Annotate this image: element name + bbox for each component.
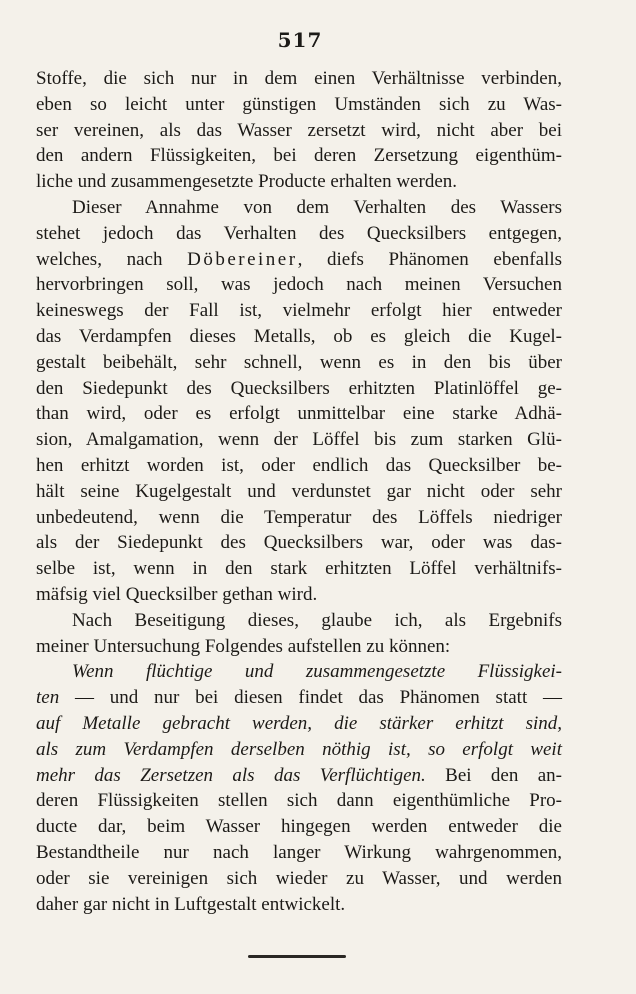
line-text: als der Siedepunkt des Quecksilbers war, oder was das- [36, 532, 562, 554]
line-text: den Siedepunkt des Quecksilbers erhitzten Platinlöffel ge- [36, 377, 562, 399]
line-text: hervorbringen soll, was jedoch nach meinen Versuchen [36, 274, 562, 296]
line-text: meiner Untersuchung Folgendes aufstellen zu können: [36, 635, 451, 657]
line-text: ducte dar, beim Wasser hingegen werden entweder die [36, 816, 562, 838]
line-text: stehet jedoch das Verhalten des Quecksilbers entgegen, [36, 222, 562, 244]
line-text: deren Flüssigkeiten stellen sich dann eigenthümliche Pro- [36, 790, 562, 812]
text-line [36, 324, 562, 350]
text-line [36, 892, 562, 918]
text-line [36, 659, 562, 685]
line-text: than wird, oder es erfolgt unmittelbar eine starke Adhä- [36, 403, 562, 425]
line-text: Stoffe, die sich nur in dem einen Verhältnisse verbinden, [36, 68, 562, 89]
line-text: selbe ist, wenn in den stark erhitzten Löffel verhältnifs- [36, 558, 562, 580]
line-text: ser vereinen, als das Wasser zersetzt wird, nicht aber bei [36, 119, 562, 141]
text-line [36, 118, 562, 144]
text-line [36, 685, 562, 711]
line-text: keineswegs der Fall ist, vielmehr erfolgt hier entweder [36, 300, 562, 322]
line-text: Bei den an- [425, 764, 562, 786]
line-text: daher gar nicht in Luftgestalt entwickelt. [36, 893, 346, 915]
text-line [36, 840, 562, 866]
text-line [36, 401, 562, 427]
line-text: gestalt beibehält, sehr schnell, wenn es in den bis über [36, 351, 562, 373]
line-text: mäfsig viel Quecksilber gethan wird. [36, 583, 318, 605]
text-line [36, 763, 562, 789]
text-line [36, 66, 562, 92]
text-line [36, 92, 562, 118]
text-line [36, 788, 562, 814]
text-line [36, 634, 562, 660]
line-text: , diefs Phänomen ebenfalls [297, 248, 562, 270]
body-text [36, 66, 562, 917]
text-line [36, 298, 562, 324]
text-line [36, 350, 562, 376]
text-line [36, 453, 562, 479]
emphasis-text: als zum Verdampfen derselben nöthig ist, so erfolgt weit [36, 738, 562, 760]
text-line [36, 737, 562, 763]
emphasis-text: mehr das Zersetzen als das Verflüchtigen. [36, 764, 426, 786]
text-line [36, 582, 562, 608]
page-number: 517 [277, 28, 323, 52]
line-text: — und nur bei diesen findet das Phänomen statt — [59, 687, 562, 709]
emphasis-text: Wenn flüchtige und zusammengesetzte Flüssigkei- [72, 661, 562, 683]
text-line [36, 711, 562, 737]
text-line [36, 247, 562, 273]
line-text: Dieser Annahme von dem Verhalten des Wassers [72, 196, 562, 218]
text-line [36, 505, 562, 531]
text-line [36, 221, 562, 247]
text-line [36, 272, 562, 298]
text-line [36, 608, 562, 634]
text-line [36, 479, 562, 505]
line-text: welches, nach [36, 248, 188, 270]
text-line [36, 530, 562, 556]
line-text: den andern Flüssigkeiten, bei deren Zersetzung eigenthüm- [36, 145, 562, 167]
text-line [36, 376, 562, 402]
line-text: sion, Amalgamation, wenn der Löffel bis zum starken Glü- [36, 429, 562, 451]
line-text: Bestandtheile nur nach langer Wirkung wahrgenommen, [36, 841, 562, 863]
text-line [36, 866, 562, 892]
line-text: hält seine Kugelgestalt und verdunstet gar nicht oder sehr [36, 480, 562, 502]
text-line [36, 169, 562, 195]
name-text: Döbereiner [187, 248, 298, 270]
text-line [36, 427, 562, 453]
end-rule [248, 955, 346, 958]
emphasis-text: auf Metalle gebracht werden, die stärker erhitzt sind, [36, 712, 562, 734]
text-line [36, 814, 562, 840]
text-line [36, 143, 562, 169]
text-line [36, 195, 562, 221]
line-text: unbedeutend, wenn die Temperatur des Löffels niedriger [36, 506, 562, 528]
line-text: eben so leicht unter günstigen Umständen sich zu Was- [36, 93, 562, 115]
text-line [36, 556, 562, 582]
emphasis-text: ten [36, 687, 60, 709]
line-text: liche und zusammengesetzte Producte erhalten werden. [36, 171, 457, 193]
line-text: hen erhitzt worden ist, oder endlich das Quecksilber be- [36, 454, 562, 476]
line-text: das Verdampfen dieses Metalls, ob es gleich die Kugel- [36, 325, 562, 347]
line-text: Nach Beseitigung dieses, glaube ich, als Ergebnifs [72, 609, 562, 631]
line-text: oder sie vereinigen sich wieder zu Wasser, und werden [36, 867, 562, 889]
